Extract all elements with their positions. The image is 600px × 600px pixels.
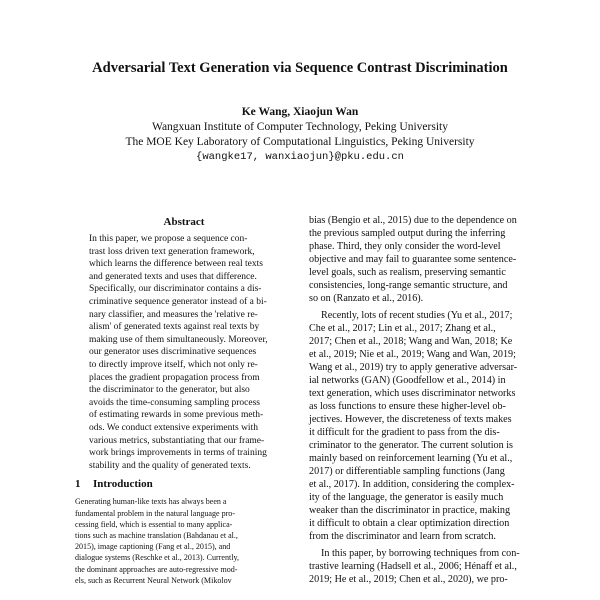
right-column-line: level goals, such as realism, preserving semantic [309, 267, 506, 278]
section-title: Introduction [93, 478, 153, 491]
right-column-line: it difficult to obtain a clear optimization direction [309, 518, 510, 529]
right-column-line: Che et al., 2017; Lin et al., 2017; Zhang et al., [309, 323, 496, 334]
abstract-line: alism' of generated texts against real texts by [89, 322, 260, 333]
paper-title: Adversarial Text Generation via Sequence Contrast Discrimination [92, 60, 508, 76]
right-column-line: phase. Third, they only consider the word-level [309, 241, 501, 252]
right-column-line: Wang et al., 2019) try to apply generative adversar- [309, 362, 518, 373]
abstract-line: places the gradient propagation process from [89, 372, 260, 383]
abstract-line: various metrics, substantiating that our frame- [89, 435, 265, 446]
right-column-line: 2019; He et al., 2019; Chen et al., 2020), we pro- [309, 574, 508, 585]
author-email: {wangke17, wanxiaojun}@pku.edu.cn [196, 151, 404, 163]
abstract-line: nary classifier, and measures the 'relative re- [89, 309, 258, 320]
intro-line: the dominant approaches are auto-regressive mod- [75, 564, 238, 574]
right-column-line: text generation, which uses discriminator networks [309, 388, 516, 399]
right-column-line: et al., 2019; Nie et al., 2019; Wang and Wan, 2019; [309, 349, 516, 360]
right-column-line: In this paper, by borrowing techniques from con- [321, 548, 520, 559]
abstract-line: to directly improve itself, which not only re- [89, 360, 258, 370]
abstract-line: ods. We conduct extensive experiments with [89, 423, 258, 433]
intro-line: els, such as Recurrent Neural Network (Mikolov [75, 575, 232, 585]
right-column-line: objective and may fail to guarantee some sentence- [309, 254, 517, 265]
right-column-line: ial networks (GAN) (Goodfellow et al., 2014) in [309, 375, 506, 386]
abstract-line: avoids the time-consuming sampling process [89, 397, 260, 408]
right-column-line: it difficult for the gradient to pass from the dis- [309, 427, 500, 438]
right-column-line: bias (Bengio et al., 2015) due to the dependence on [309, 215, 517, 226]
right-column-line: mainly based on reinforcement learning (Yu et al., [309, 453, 513, 464]
abstract-line: making use of them simultaneously. Moreover, [89, 334, 268, 345]
section-heading-introduction [75, 478, 153, 490]
right-column-line: as loss functions to ensure these higher-level ob- [309, 401, 506, 412]
intro-line: fundamental problem in the natural language pro- [75, 508, 235, 518]
intro-line: 2015), image captioning (Fang et al., 2015), and [75, 542, 231, 552]
intro-line: dialogue systems (Reschke et al., 2013). Currently, [75, 553, 239, 563]
right-column-line: the previous sampled output during the inferring [309, 228, 506, 239]
abstract-line: trast loss driven text generation framework, [89, 246, 255, 257]
right-column-line: criminator to the generator. The current solution is [309, 440, 513, 451]
abstract-line: which learns the difference between real texts [89, 259, 263, 270]
right-column-line: so on (Ranzato et al., 2016). [309, 293, 424, 304]
right-column-line: trastive learning (Hadsell et al., 2006; Hénaff et al., [309, 561, 517, 572]
right-column-line: et al., 2017). In addition, considering the complex- [309, 479, 515, 490]
abstract-line: criminative sequence generator instead of a bi- [89, 297, 267, 307]
affiliation-2: The MOE Key Laboratory of Computational Linguistics, Peking University [125, 136, 475, 148]
right-column-line: consistencies, long-range semantic structure, and [309, 280, 508, 291]
right-column-line: ity of the language, the generator is easily much [309, 492, 504, 503]
right-column-line: weaker than the discriminator in practice, making [309, 505, 511, 516]
abstract-line: In this paper, we propose a sequence con- [89, 234, 248, 244]
right-column-line: 2017; Chen et al., 2018; Wang and Wan, 2018; Ke [309, 336, 513, 347]
right-column-line: from the discriminator and learn from scratch. [309, 531, 496, 542]
abstract-line: stability and the quality of generated texts. [89, 460, 251, 471]
paper-authors: Ke Wang, Xiaojun Wan [241, 106, 359, 118]
abstract-line: our generator uses discriminative sequences [89, 347, 257, 358]
abstract-line: of estimating rewards in some previous meth- [89, 410, 264, 421]
abstract-line: the discriminator to the generator, but also [89, 385, 250, 396]
affiliation-1: Wangxuan Institute of Computer Technology, Peking University [152, 121, 448, 133]
abstract-line: and generated texts and uses that difference. [89, 271, 257, 282]
right-column-line: jectives. However, the discreteness of texts makes [309, 414, 512, 425]
right-column-line: Recently, lots of recent studies (Yu et al., 2017; [321, 310, 513, 321]
abstract-line: work brings improvements in terms of training [89, 448, 267, 459]
abstract-heading: Abstract [163, 216, 205, 228]
intro-line: tions such as machine translation (Bahdanau et al., [75, 531, 238, 540]
section-number: 1 [75, 478, 81, 491]
abstract-line: Specifically, our discriminator contains a dis- [89, 284, 262, 295]
right-column-line: 2017) or differentiable sampling functions (Jang [309, 466, 505, 477]
intro-line: cessing field, which is essential to many applica- [75, 519, 233, 529]
intro-line: Generating human-like texts has always been a [75, 497, 227, 507]
